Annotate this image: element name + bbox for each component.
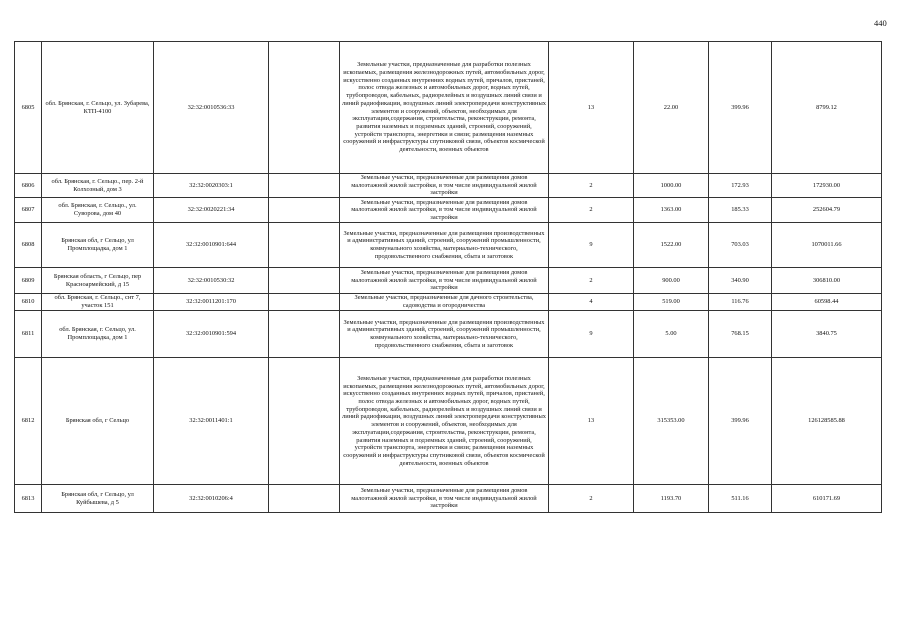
- page-number: 440: [874, 18, 887, 28]
- value-cell: 8799.12: [772, 42, 882, 174]
- spacer-cell: [269, 223, 340, 268]
- value-cell: 126128585.88: [772, 358, 882, 485]
- row-number: 6810: [15, 294, 42, 311]
- area-cell: 1000.00: [634, 174, 709, 198]
- row-number: 6813: [15, 485, 42, 513]
- row-number: 6809: [15, 268, 42, 294]
- table-row: [15, 174, 882, 198]
- value-cell: 172930.00: [772, 174, 882, 198]
- rate-cell: 511.16: [709, 485, 772, 513]
- cadastral-number-cell: 32:32:0011401:1: [154, 358, 269, 485]
- address-cell: Брянская область, г Сельцо, пер Красноармейский, д 15: [42, 268, 154, 294]
- cadastral-number-cell: 32:32:0010530:32: [154, 268, 269, 294]
- area-cell: 519.00: [634, 294, 709, 311]
- group-cell: 2: [549, 198, 634, 223]
- area-cell: 1363.00: [634, 198, 709, 223]
- table-row: [15, 294, 882, 311]
- row-number: 6806: [15, 174, 42, 198]
- area-cell: 900.00: [634, 268, 709, 294]
- row-number: 6812: [15, 358, 42, 485]
- rate-cell: 399.96: [709, 42, 772, 174]
- address-cell: обл. Брянская, г. Сельцо, ул. Промплощадка, дом 1: [42, 311, 154, 358]
- value-cell: 610171.69: [772, 485, 882, 513]
- land-use-cell: Земельные участки, предназначенные для размещения домов малоэтажной жилой застройки, в том числе индивидуальной жилой застройки: [340, 174, 549, 198]
- value-cell: 306810.00: [772, 268, 882, 294]
- land-use-cell: Земельные участки, предназначенные для размещения производственных и административных зданий, строений, сооружений промышленности, коммунального хозяйства, материально-технического, продовольственного снабжения, сбыта и заготовок: [340, 223, 549, 268]
- land-registry-table: [14, 41, 882, 513]
- spacer-cell: [269, 198, 340, 223]
- land-use-cell: Земельные участки, предназначенные для разработки полезных ископаемых, размещения железнодорожных путей, автомобильных дорог, искусственно созданных внутренних водных путей, причалов, пристаней, полос отвода железных и автомобильных дорог, водных путей, трубопроводов, кабельных, радиорелейных и воздушных линий связи и линий радиофикации, воздушных линий электропередачи конструктивных элементов и сооружений, объектов, необходимых для эксплуатации,содержания, строительства, реконструкции, ремонта, развития наземных и подземных зданий, строений, сооружений, устройств транспорта, энергетики и связи; размещения наземных сооружений и инфраструктуры спутниковой связи, объектов космической деятельности, военных объектов: [340, 358, 549, 485]
- rate-cell: 116.76: [709, 294, 772, 311]
- group-cell: 13: [549, 358, 634, 485]
- address-cell: Брянская обл, г Сельцо: [42, 358, 154, 485]
- spacer-cell: [269, 485, 340, 513]
- spacer-cell: [269, 268, 340, 294]
- address-cell: обл. Брянская, г. Сельцо, ул. Зубарева, КТП-4100: [42, 42, 154, 174]
- spacer-cell: [269, 311, 340, 358]
- address-cell: обл. Брянская, г. Сельцо., снт 7, участок 151: [42, 294, 154, 311]
- table-row: [15, 42, 882, 174]
- row-number: 6808: [15, 223, 42, 268]
- land-use-cell: Земельные участки, предназначенные для размещения производственных и административных зданий, строений, сооружений промышленности, коммунального хозяйства, материально-технического, продовольственного снабжения, сбыта и заготовок: [340, 311, 549, 358]
- value-cell: 252604.79: [772, 198, 882, 223]
- table-row: [15, 223, 882, 268]
- land-use-cell: Земельные участки, предназначенные для размещения домов малоэтажной жилой застройки, в том числе индивидуальной жилой застройки: [340, 198, 549, 223]
- rate-cell: 703.03: [709, 223, 772, 268]
- area-cell: 1193.70: [634, 485, 709, 513]
- area-cell: 315353.00: [634, 358, 709, 485]
- rate-cell: 768.15: [709, 311, 772, 358]
- group-cell: 2: [549, 268, 634, 294]
- group-cell: 9: [549, 311, 634, 358]
- table-row: [15, 311, 882, 358]
- cadastral-number-cell: 32:32:0010536:33: [154, 42, 269, 174]
- group-cell: 4: [549, 294, 634, 311]
- address-cell: обл. Брянская, г. Сельцо., пер. 2-й Колхозный, дом 3: [42, 174, 154, 198]
- value-cell: 60598.44: [772, 294, 882, 311]
- cadastral-number-cell: 32:32:0010901:594: [154, 311, 269, 358]
- group-cell: 2: [549, 485, 634, 513]
- land-use-cell: Земельные участки, предназначенные для размещения домов малоэтажной жилой застройки, в том числе индивидуальной жилой застройки: [340, 268, 549, 294]
- cadastral-number-cell: 32:32:0020303:1: [154, 174, 269, 198]
- spacer-cell: [269, 42, 340, 174]
- area-cell: 1522.00: [634, 223, 709, 268]
- cadastral-number-cell: 32:32:0010901:644: [154, 223, 269, 268]
- rate-cell: 185.33: [709, 198, 772, 223]
- row-number: 6805: [15, 42, 42, 174]
- rate-cell: 172.93: [709, 174, 772, 198]
- spacer-cell: [269, 358, 340, 485]
- spacer-cell: [269, 174, 340, 198]
- rate-cell: 399.96: [709, 358, 772, 485]
- group-cell: 13: [549, 42, 634, 174]
- row-number: 6811: [15, 311, 42, 358]
- cadastral-number-cell: 32:32:0010206:4: [154, 485, 269, 513]
- table-row: [15, 358, 882, 485]
- rate-cell: 340.90: [709, 268, 772, 294]
- row-number: 6807: [15, 198, 42, 223]
- land-use-cell: Земельные участки, предназначенные для разработки полезных ископаемых, размещения железнодорожных путей, автомобильных дорог, искусственно созданных внутренних водных путей, причалов, пристаней, полос отвода железных и автомобильных дорог, водных путей, трубопроводов, кабельных, радиорелейных и воздушных линий связи и линий радиофикации, воздушных линий электропередачи конструктивных элементов и сооружений, объектов, необходимых для эксплуатации,содержания, строительства, реконструкции, ремонта, развития наземных и подземных зданий, строений, сооружений, устройств транспорта, энергетики и связи; размещения наземных сооружений и инфраструктуры спутниковой связи, объектов космической деятельности, военных объектов: [340, 42, 549, 174]
- cadastral-number-cell: 32:32:0011201:170: [154, 294, 269, 311]
- cadastral-number-cell: 32:32:0020221:34: [154, 198, 269, 223]
- value-cell: 3840.75: [772, 311, 882, 358]
- area-cell: 5.00: [634, 311, 709, 358]
- area-cell: 22.00: [634, 42, 709, 174]
- land-use-cell: Земельные участки, предназначенные для дачного строительства, садоводства и огородничества: [340, 294, 549, 311]
- table-row: [15, 268, 882, 294]
- address-cell: Брянская обл, г Сельцо, ул Промплощадка, дом 1: [42, 223, 154, 268]
- table-row: [15, 485, 882, 513]
- value-cell: 1070011.66: [772, 223, 882, 268]
- land-use-cell: Земельные участки, предназначенные для размещения домов малоэтажной жилой застройки, в том числе индивидуальной жилой застройки: [340, 485, 549, 513]
- address-cell: Брянская обл, г Сельцо, ул Куйбышева, д 5: [42, 485, 154, 513]
- group-cell: 2: [549, 174, 634, 198]
- group-cell: 9: [549, 223, 634, 268]
- spacer-cell: [269, 294, 340, 311]
- address-cell: обл. Брянская, г. Сельцо., ул. Суворова, дом 40: [42, 198, 154, 223]
- table-row: [15, 198, 882, 223]
